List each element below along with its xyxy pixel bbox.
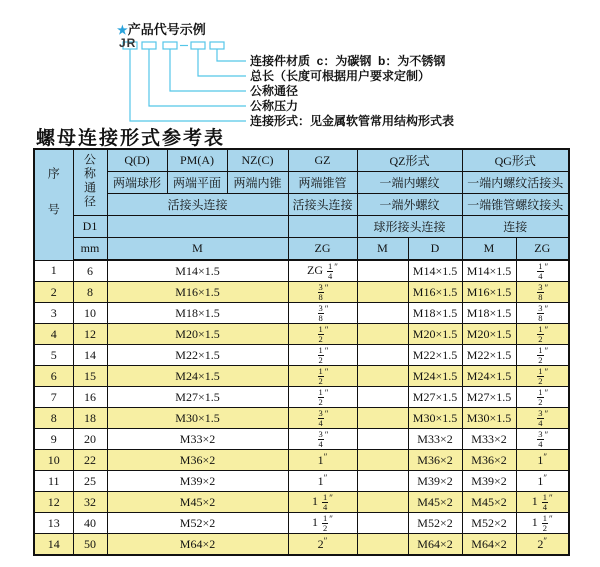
table-cell-m: M39×2 — [107, 471, 288, 492]
table-cell-qz_m — [357, 408, 408, 429]
fraction: $\frac{3}{8}$ — [318, 302, 323, 323]
header-d1: D1 — [73, 216, 107, 238]
fraction: $\frac{3}{4}$ — [318, 428, 323, 449]
header-ends-nzc: 两端内锥 — [227, 172, 288, 194]
table-cell-qz_m — [357, 429, 408, 450]
table-cell-m: M36×2 — [107, 450, 288, 471]
header-unit-qz-d: D — [408, 238, 462, 261]
table-cell-no: 7 — [34, 387, 73, 408]
fraction: $\frac{3}{4}$ — [538, 407, 543, 428]
header-ends-qz: 一端内螺纹 — [357, 172, 462, 194]
table-cell-qg_zg — [516, 429, 569, 450]
table-cell-qz_m — [357, 513, 408, 534]
table-cell-dn: 22 — [73, 450, 107, 471]
table-cell-qg_m: M52×2 — [462, 513, 516, 534]
table-cell-qg_m: M45×2 — [462, 492, 516, 513]
fraction: $\frac{1}{2}$ — [538, 323, 543, 344]
table-cell-qg_zg — [516, 260, 569, 282]
inch-mark: ″ — [324, 408, 329, 419]
table-cell-qg_zg: 1″ — [516, 450, 569, 471]
table-cell-qg_zg — [516, 324, 569, 345]
inch-mark: ″ — [323, 473, 328, 483]
header-mm: mm — [73, 238, 107, 261]
fraction: $\frac{1}{2}$ — [542, 512, 547, 533]
table-row — [34, 471, 569, 492]
inch-mark: ″ — [324, 429, 329, 440]
table-row — [34, 387, 569, 408]
table-cell-dn: 32 — [73, 492, 107, 513]
table-cell-dn: 50 — [73, 534, 107, 556]
table-cell-dn: 40 — [73, 513, 107, 534]
code-box-2 — [142, 42, 156, 49]
fraction: $\frac{1}{4}$ — [328, 260, 333, 281]
table-cell-qg_m: M36×2 — [462, 450, 516, 471]
table-cell-gz: ZG $\frac{1}{4}$ ″ — [288, 260, 357, 282]
table-cell-gz: 1″ — [288, 450, 357, 471]
table-cell-dn: 12 — [73, 324, 107, 345]
header-conn-qg: 一端锥管螺纹接头 — [462, 194, 569, 216]
table-row — [34, 303, 569, 324]
fraction: $\frac{3}{8}$ — [318, 281, 323, 302]
table-cell-gz: 2″ — [288, 534, 357, 556]
table-cell-qz_d: M14×1.5 — [408, 260, 462, 282]
table-cell-dn: 25 — [73, 471, 107, 492]
inch-mark: ″ — [324, 303, 329, 314]
table-cell-no: 14 — [34, 534, 73, 556]
inch-mark: ″ — [544, 261, 549, 272]
table-cell-qz_m — [357, 492, 408, 513]
table-cell-gz — [288, 324, 357, 345]
header-ends-qg: 一端内螺纹活接头 — [462, 172, 569, 194]
table-cell-qg_m: M64×2 — [462, 534, 516, 556]
fraction: $\frac{1}{2}$ — [538, 386, 543, 407]
table-row — [34, 345, 569, 366]
table-cell-dn: 6 — [73, 260, 107, 282]
table-cell-m: M24×1.5 — [107, 366, 288, 387]
inch-mark: ″ — [544, 324, 549, 335]
label-connector-material: 连接件材质 c：为碳钢 b：为不锈钢 — [250, 54, 446, 68]
header-code-nzc: NZ(C) — [227, 149, 288, 172]
table-cell-qg_zg: 1 $\frac{1}{4}$ ″ — [516, 492, 569, 513]
header-ends-pma: 两端平面 — [167, 172, 227, 194]
fraction: $\frac{1}{4}$ — [323, 491, 328, 512]
header-code-qz: QZ形式 — [357, 149, 462, 172]
leader-line-diameter — [170, 49, 246, 91]
table-cell-qz_d: M27×1.5 — [408, 387, 462, 408]
table-cell-qg_m: M14×1.5 — [462, 260, 516, 282]
table-cell-qz_m — [357, 387, 408, 408]
table-cell-qz_d: M30×1.5 — [408, 408, 462, 429]
header-blank-gz — [288, 216, 357, 238]
header-unit-m: M — [107, 238, 288, 261]
leader-line-form — [130, 49, 246, 121]
code-box-3 — [163, 42, 177, 49]
star-icon: ★ — [117, 23, 128, 37]
table-cell-qz_m — [357, 471, 408, 492]
fraction: $\frac{3}{4}$ — [538, 428, 543, 449]
table-cell-qg_zg: 1 $\frac{1}{2}$ ″ — [516, 513, 569, 534]
table-cell-gz — [288, 345, 357, 366]
table-cell-qz_m — [357, 260, 408, 282]
fraction: $\frac{1}{2}$ — [538, 365, 543, 386]
code-prefix: JR — [119, 36, 137, 50]
table-cell-gz — [288, 408, 357, 429]
inch-mark: ″ — [544, 345, 549, 356]
header-code-qg: QG形式 — [462, 149, 569, 172]
table-cell-qz_m — [357, 366, 408, 387]
table-cell-qg_m: M30×1.5 — [462, 408, 516, 429]
table-cell-qg_m: M24×1.5 — [462, 366, 516, 387]
table-cell-no: 5 — [34, 345, 73, 366]
table-cell-m: M33×2 — [107, 429, 288, 450]
table-cell-no: 4 — [34, 324, 73, 345]
table-cell-dn: 10 — [73, 303, 107, 324]
table-cell-gz — [288, 429, 357, 450]
table-cell-m: M52×2 — [107, 513, 288, 534]
header-unit-qg-m: M — [462, 238, 516, 261]
table-cell-no: 8 — [34, 408, 73, 429]
table-cell-qg_zg — [516, 303, 569, 324]
header-unit-qz-m: M — [357, 238, 408, 261]
inch-mark: ″ — [549, 492, 553, 503]
table-cell-qz_d: M20×1.5 — [408, 324, 462, 345]
table-cell-qz_m — [357, 534, 408, 556]
table-cell-m: M45×2 — [107, 492, 288, 513]
header-dn-label: 公称通径 — [82, 152, 97, 209]
header-dn — [73, 149, 107, 216]
inch-mark: ″ — [324, 366, 329, 377]
header-unit-qg-zg: ZG — [516, 238, 569, 261]
inch-mark: ″ — [543, 452, 548, 462]
table-row — [34, 513, 569, 534]
table-cell-qz_d: M45×2 — [408, 492, 462, 513]
table-row — [34, 408, 569, 429]
inch-mark: ″ — [544, 303, 549, 314]
fraction: $\frac{1}{2}$ — [318, 365, 323, 386]
fraction: $\frac{1}{2}$ — [318, 344, 323, 365]
table-cell-qg_zg — [516, 387, 569, 408]
fraction: $\frac{3}{8}$ — [538, 302, 543, 323]
table-cell-qz_d: M39×2 — [408, 471, 462, 492]
table-cell-no: 9 — [34, 429, 73, 450]
table-cell-dn: 8 — [73, 282, 107, 303]
header-ends-gz: 两端锥管 — [288, 172, 357, 194]
table-cell-qg_zg — [516, 345, 569, 366]
table-row — [34, 429, 569, 450]
table-cell-qg_zg — [516, 366, 569, 387]
table-cell-m: M22×1.5 — [107, 345, 288, 366]
inch-mark: ″ — [324, 387, 329, 398]
inch-mark: ″ — [329, 513, 333, 524]
table-cell-m: M27×1.5 — [107, 387, 288, 408]
fraction: $\frac{1}{2}$ — [323, 512, 328, 533]
inch-mark: ″ — [544, 282, 549, 293]
table-cell-gz — [288, 303, 357, 324]
inch-mark: ″ — [543, 473, 548, 483]
table-cell-gz: 1 $\frac{1}{4}$ ″ — [288, 492, 357, 513]
header-conn2-qz: 球形接头连接 — [357, 216, 462, 238]
table-cell-dn: 14 — [73, 345, 107, 366]
header-ends-qd: 两端球形 — [107, 172, 167, 194]
table-cell-qg_m: M20×1.5 — [462, 324, 516, 345]
table-cell-qz_m — [357, 450, 408, 471]
table-row — [34, 534, 569, 556]
inch-mark: ″ — [324, 345, 329, 356]
table-cell-qz_m — [357, 282, 408, 303]
leader-line-material — [217, 49, 246, 61]
table-cell-qz_d: M18×1.5 — [408, 303, 462, 324]
table-cell-dn: 18 — [73, 408, 107, 429]
table-cell-no: 11 — [34, 471, 73, 492]
table-cell-m: M30×1.5 — [107, 408, 288, 429]
fraction: $\frac{3}{8}$ — [538, 281, 543, 302]
inch-mark: ″ — [324, 282, 329, 293]
table-title: 螺母连接形式参考表 — [36, 128, 226, 149]
table-cell-qz_d: M22×1.5 — [408, 345, 462, 366]
inch-mark: ″ — [324, 324, 329, 335]
inch-mark: ″ — [329, 492, 333, 503]
table-cell-m: M64×2 — [107, 534, 288, 556]
header-code-qd: Q(D) — [107, 149, 167, 172]
table-header — [34, 149, 569, 260]
header-conn-qpn: 活接头连接 — [107, 194, 288, 216]
inch-mark: ″ — [544, 387, 549, 398]
code-box-4 — [191, 42, 205, 49]
table-cell-qz_m — [357, 345, 408, 366]
table-cell-m: M20×1.5 — [107, 324, 288, 345]
table-cell-qg_m: M22×1.5 — [462, 345, 516, 366]
table-cell-qg_zg — [516, 408, 569, 429]
table-row — [34, 282, 569, 303]
nut-connection-table — [33, 148, 570, 556]
table-cell-qz_d: M64×2 — [408, 534, 462, 556]
table-cell-no: 13 — [34, 513, 73, 534]
table-cell-dn: 15 — [73, 366, 107, 387]
inch-mark: ″ — [334, 261, 338, 272]
inch-mark: ″ — [323, 536, 328, 546]
label-connection-form: 连接形式：见金属软管常用结构形式表 — [250, 114, 455, 128]
table-cell-gz: 1 $\frac{1}{2}$ ″ — [288, 513, 357, 534]
table-cell-qg_m: M27×1.5 — [462, 387, 516, 408]
header-blank-qpn — [107, 216, 288, 238]
fraction: $\frac{3}{4}$ — [318, 407, 323, 428]
table-cell-m: M14×1.5 — [107, 260, 288, 282]
table-cell-no: 6 — [34, 366, 73, 387]
code-box-5 — [210, 42, 224, 49]
table-cell-no: 1 — [34, 260, 73, 282]
fraction: $\frac{1}{2}$ — [538, 344, 543, 365]
table-cell-qz_d: M36×2 — [408, 450, 462, 471]
header-seq — [34, 149, 73, 260]
table-cell-qg_m: M18×1.5 — [462, 303, 516, 324]
table-cell-no: 3 — [34, 303, 73, 324]
table-body — [34, 260, 569, 555]
table-cell-qg_m: M33×2 — [462, 429, 516, 450]
inch-mark: ″ — [323, 452, 328, 462]
table-cell-gz: 1″ — [288, 471, 357, 492]
label-nominal-pressure: 公称压力 — [250, 99, 299, 113]
table-cell-dn: 20 — [73, 429, 107, 450]
table-cell-gz — [288, 387, 357, 408]
table-cell-qg_m: M39×2 — [462, 471, 516, 492]
table-cell-no: 2 — [34, 282, 73, 303]
header-code-pma: PM(A) — [167, 149, 227, 172]
table-row — [34, 450, 569, 471]
header-code-gz: GZ — [288, 149, 357, 172]
inch-mark: ″ — [544, 366, 549, 377]
fraction: $\frac{1}{2}$ — [318, 386, 323, 407]
table-row — [34, 492, 569, 513]
header-seq-label: 序号 — [46, 166, 61, 239]
table-cell-qz_m — [357, 303, 408, 324]
table-cell-qz_d: M24×1.5 — [408, 366, 462, 387]
table-row — [34, 366, 569, 387]
label-nominal-diameter: 公称通径 — [250, 84, 299, 98]
diagram-title-text: 产品代号示例 — [127, 22, 206, 37]
leader-line-length — [198, 49, 246, 76]
label-total-length: 总长（长度可根据用户要求定制） — [250, 69, 431, 83]
table-cell-qz_d: M33×2 — [408, 429, 462, 450]
table-cell-qz_d: M52×2 — [408, 513, 462, 534]
header-unit-zg: ZG — [288, 238, 357, 261]
inch-mark: ″ — [543, 536, 548, 546]
table-cell-no: 10 — [34, 450, 73, 471]
table-cell-qg_m: M16×1.5 — [462, 282, 516, 303]
table-cell-qz_d: M16×1.5 — [408, 282, 462, 303]
table-cell-qz_m — [357, 324, 408, 345]
fraction: $\frac{1}{4}$ — [538, 260, 543, 281]
table-cell-m: M16×1.5 — [107, 282, 288, 303]
table-cell-qg_zg: 2″ — [516, 534, 569, 556]
header-conn-qz: 一端外螺纹 — [357, 194, 462, 216]
table-row — [34, 324, 569, 345]
table-cell-no: 12 — [34, 492, 73, 513]
table-cell-m: M18×1.5 — [107, 303, 288, 324]
inch-mark: ″ — [549, 513, 553, 524]
table-cell-dn: 16 — [73, 387, 107, 408]
inch-mark: ″ — [544, 408, 549, 419]
header-conn-gz: 活接头连接 — [288, 194, 357, 216]
table-cell-gz — [288, 366, 357, 387]
table-cell-gz — [288, 282, 357, 303]
table-cell-qg_zg — [516, 282, 569, 303]
fraction: $\frac{1}{4}$ — [542, 491, 547, 512]
table-cell-qg_zg: 1″ — [516, 471, 569, 492]
fraction: $\frac{1}{2}$ — [318, 323, 323, 344]
product-code-diagram — [0, 0, 600, 130]
table-row — [34, 260, 569, 282]
header-conn2-qg: 连接 — [462, 216, 569, 238]
inch-mark: ″ — [544, 429, 549, 440]
